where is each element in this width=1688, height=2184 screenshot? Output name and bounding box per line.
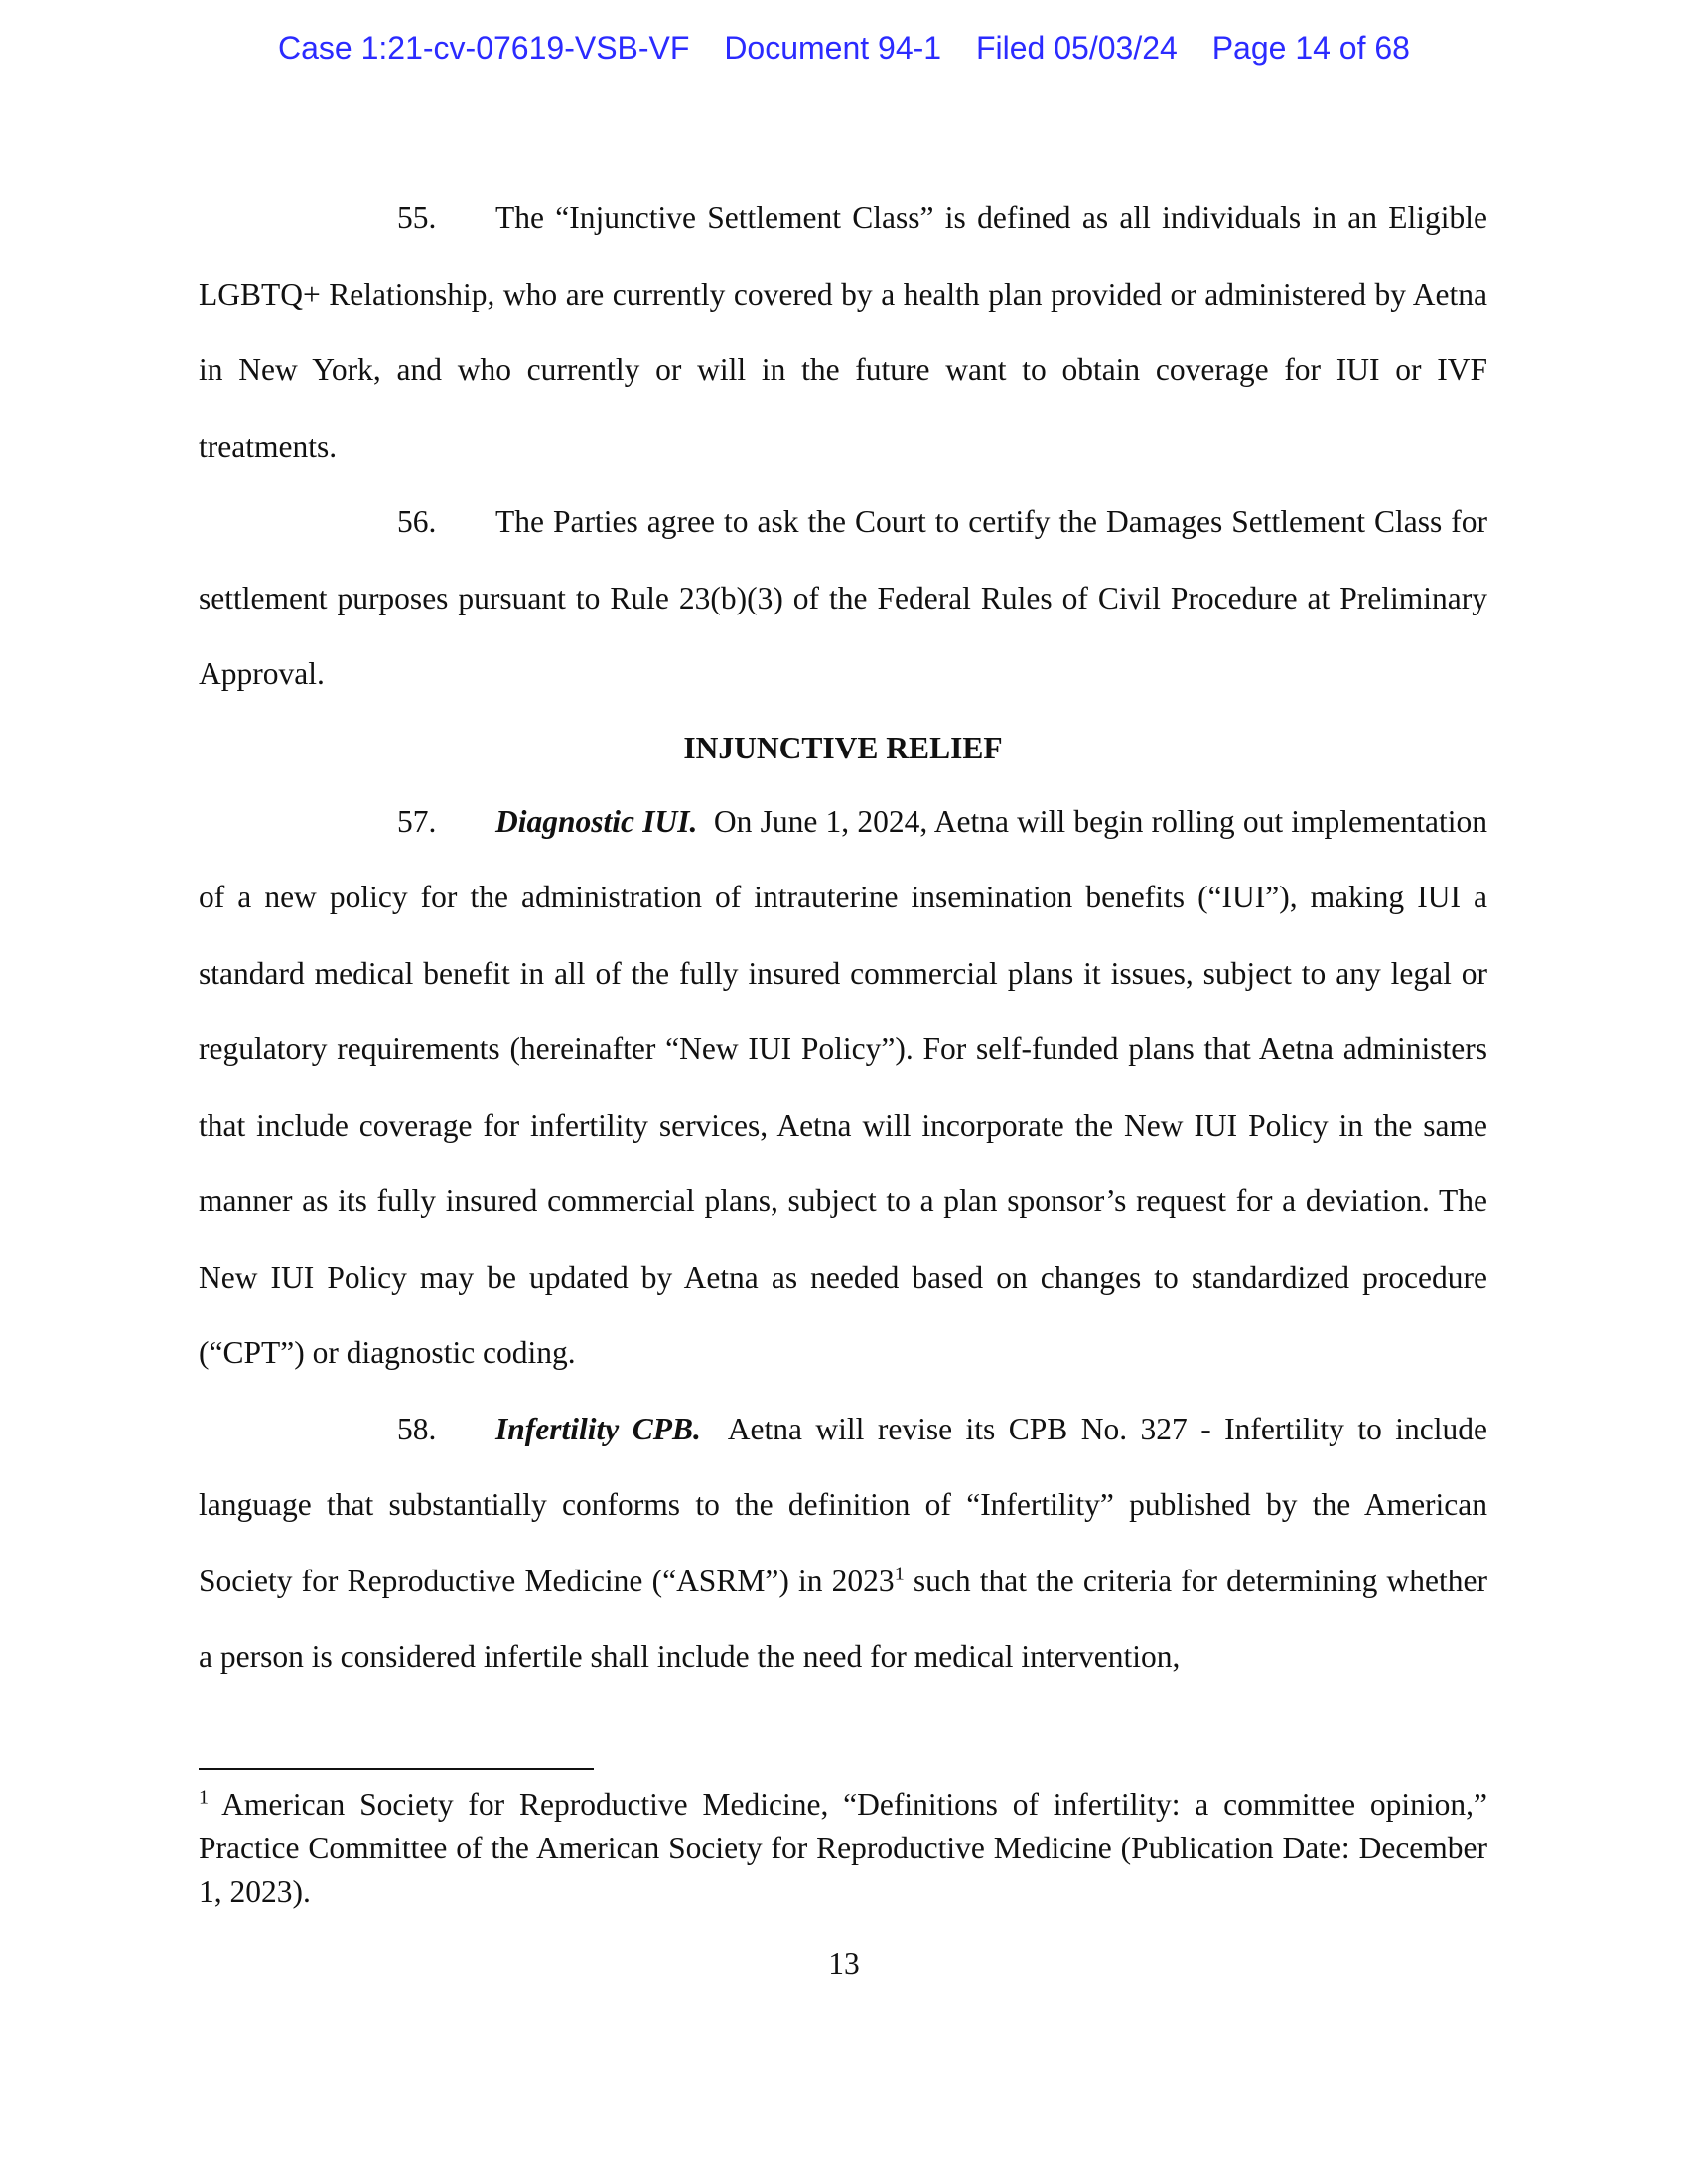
paragraph-number: 58.	[397, 1411, 437, 1446]
paragraph-text: The “Injunctive Settlement Class” is defined as all individuals in an Eligible LGBTQ+ Relationship, who are currently covered by a health plan provided or administered by Aetna in New York, and who currently or will in the future want to obtain coverage for IUI or IVF treatments.	[199, 201, 1487, 464]
paragraph-56	[199, 484, 1487, 713]
paragraph-58	[199, 1392, 1487, 1696]
paragraph-text: On June 1, 2024, Aetna will begin rolling out implementation of a new policy for the administration of intrauterine insemination benefits (“IUI”), making IUI a standard medical benefit in all of the fully insured commercial plans it issues, subject to any legal or regulatory requirements (hereinafter “New IUI Policy”). For self-funded plans that Aetna administers that include coverage for infertility services, Aetna will incorporate the New IUI Policy in the same manner as its fully insured commercial plans, subject to a plan sponsor’s request for a deviation. The New IUI Policy may be updated by Aetna as needed based on changes to standardized procedure (“CPT”) or diagnostic coding.	[199, 803, 1488, 1370]
paragraph-57	[199, 784, 1487, 1392]
page-of: Page 14 of 68	[1211, 30, 1410, 66]
document-number: Document 94-1	[724, 30, 942, 66]
paragraph-text-continued: such that the criteria for determining whether a person is considered infertile shall include the need for medical intervention,	[199, 1563, 1487, 1674]
footnote	[199, 1783, 1487, 1914]
paragraph-label: Diagnostic IUI.	[495, 803, 698, 839]
paragraph-number: 56.	[397, 504, 437, 539]
case-number: Case 1:21-cv-07619-VSB-VF	[278, 30, 690, 66]
footnote-marker: 1	[199, 1786, 209, 1809]
section-heading: INJUNCTIVE RELIEF	[683, 730, 1003, 765]
footnote-text: American Society for Reproductive Medicine, “Definitions of infertility: a committee opinion,” Practice Committee of the American Society for Reproductive Medicine (Publication Date: December 1, 2023).	[199, 1787, 1487, 1909]
paragraph-label: Infertility CPB.	[495, 1411, 701, 1446]
paragraph-text: Aetna will revise its CPB No. 327 - Infertility to include language that substantially conforms to the definition of “Infertility” published by the American Society for Reproductive Medicine (“ASRM”) in 2023	[199, 1411, 1488, 1598]
footnote-reference: 1	[894, 1563, 905, 1584]
page-number: 13	[828, 1946, 860, 1980]
paragraph-55	[199, 181, 1487, 484]
case-header	[0, 30, 1688, 67]
body-text	[199, 181, 1487, 1696]
paragraph-number: 55.	[397, 201, 437, 235]
footnote-divider	[199, 1768, 594, 1770]
paragraph-number: 57.	[397, 803, 437, 839]
filed-date: Filed 05/03/24	[975, 30, 1178, 66]
paragraph-text: The Parties agree to ask the Court to certify the Damages Settlement Class for settlement purposes pursuant to Rule 23(b)(3) of the Federal Rules of Civil Procedure at Preliminary Approval.	[199, 504, 1487, 691]
